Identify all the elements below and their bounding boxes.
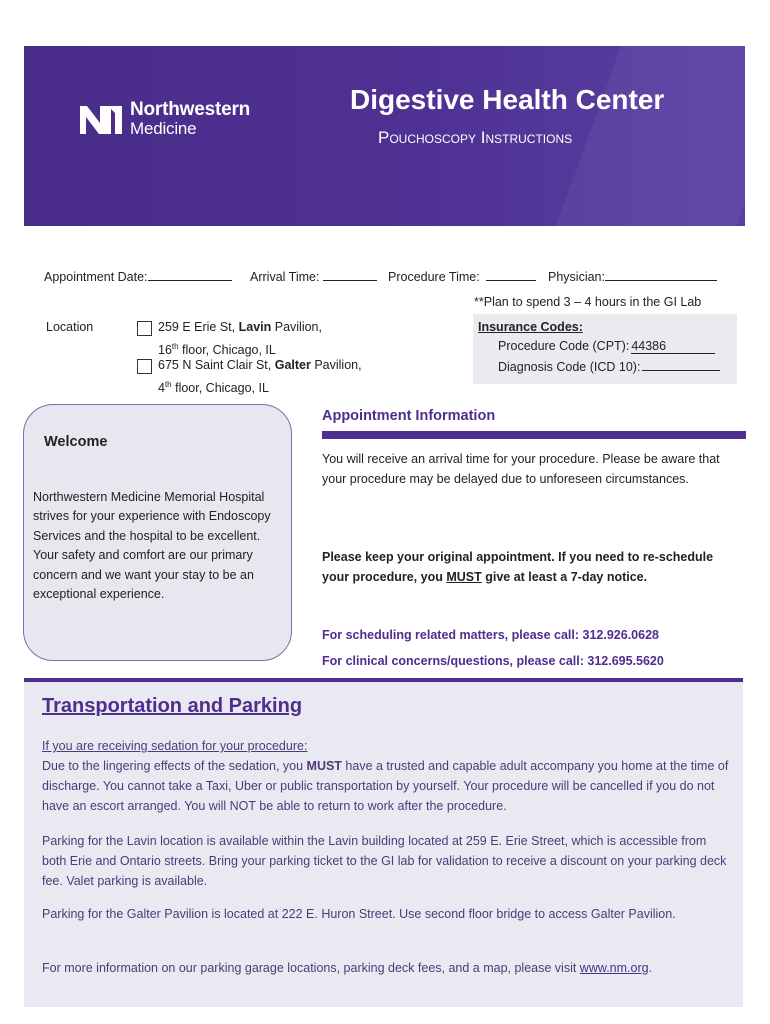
more-info-text xyxy=(42,958,732,978)
page-subtitle: Pouchoscopy Instructions xyxy=(378,128,573,147)
nm-website-link[interactable]: www.nm.org xyxy=(579,961,649,975)
galter-floor-suffix: th xyxy=(164,380,172,389)
lavin-floor-number: 16 xyxy=(158,343,172,358)
galter-checkbox[interactable] xyxy=(137,359,152,374)
procedure-time-blank[interactable] xyxy=(486,268,536,281)
physician-blank[interactable] xyxy=(605,268,717,281)
clinical-phone: For clinical concerns/questions, please call: 312.695.5620 xyxy=(322,654,664,668)
icd-label: Diagnosis Code (ICD 10): xyxy=(498,360,641,374)
more-info-suffix: . xyxy=(648,961,653,975)
lavin-street: 259 E Erie St, xyxy=(158,320,239,334)
transportation-title: Transportation and Parking xyxy=(42,695,303,717)
procedure-time-label: Procedure Time: xyxy=(388,270,480,284)
lavin-address xyxy=(158,318,322,360)
sedation-must: MUST xyxy=(306,759,342,773)
arrival-time-notice: You will receive an arrival time for your procedure. Please be aware that your procedure may be delayed due to unforeseen circumstances. xyxy=(322,452,720,486)
lavin-floor-city: floor, Chicago, IL xyxy=(178,343,276,358)
physician-field[interactable] xyxy=(548,268,717,284)
galter-street: 675 N Saint Clair St, xyxy=(158,358,275,372)
lavin-name: Lavin xyxy=(238,320,272,334)
physician-label: Physician: xyxy=(548,270,605,284)
galter-floor-number: 4 xyxy=(158,381,165,396)
more-info-prefix: For more information on our parking garage locations, parking deck fees, and a map, please visit xyxy=(42,961,580,975)
appointment-date-blank[interactable] xyxy=(148,268,232,281)
galter-name: Galter xyxy=(274,358,311,372)
page-title: Digestive Health Center xyxy=(350,84,665,115)
reschedule-text-end: give at least a 7-day notice. xyxy=(481,569,648,584)
procedure-time-field[interactable] xyxy=(388,268,536,284)
plan-note: **Plan to spend 3 – 4 hours in the GI Lab xyxy=(474,295,702,309)
cpt-label: Procedure Code (CPT): xyxy=(498,339,630,353)
arrival-time-blank[interactable] xyxy=(323,268,377,281)
reschedule-notice xyxy=(322,548,742,587)
appointment-date-field[interactable] xyxy=(44,268,232,284)
appointment-date-label: Appointment Date: xyxy=(44,270,148,284)
sedation-section xyxy=(42,736,732,816)
arrival-time-field[interactable] xyxy=(250,268,377,284)
galter-parking-info: Parking for the Galter Pavilion is located at 222 E. Huron Street. Use second floor bridge to access Galter Pavilion. xyxy=(42,907,676,921)
welcome-body: Northwestern Medicine Memorial Hospital strives for your experience with Endoscopy Services and the hospital to be excellent. Your safety and comfort are our primary concern and we want your stay to be an exceptional experience. xyxy=(33,490,271,602)
arrival-time-label: Arrival Time: xyxy=(250,270,320,284)
brand-name: Northwestern xyxy=(130,99,251,120)
galter-floor-city: floor, Chicago, IL xyxy=(171,381,269,396)
sedation-heading: If you are receiving sedation for your procedure: xyxy=(42,739,308,753)
reschedule-text: Please keep your original appointment. If you need to re-schedule your procedure, you xyxy=(322,550,714,584)
galter-address xyxy=(158,356,362,398)
northwestern-medicine-logo-icon xyxy=(78,103,124,135)
cpt-value-blank xyxy=(631,339,715,354)
appointment-info-title: Appointment Information xyxy=(322,408,496,424)
sedation-text: Due to the lingering effects of the sedation, you xyxy=(42,759,307,773)
scheduling-phone: For scheduling related matters, please call: 312.926.0628 xyxy=(322,628,659,642)
welcome-title: Welcome xyxy=(44,434,108,450)
icd-value-blank[interactable] xyxy=(642,358,720,371)
lavin-floor-suffix: th xyxy=(171,342,179,351)
cpt-value: 44386 xyxy=(631,339,667,353)
galter-pavilion: Pavilion, xyxy=(310,358,362,372)
icd-code-field[interactable] xyxy=(498,358,720,374)
insurance-codes-title: Insurance Codes: xyxy=(478,320,583,334)
sedation-text-end: have a trusted and capable adult accompany you home at the time of discharge. You cannot take a Taxi, Uber or public transportation by yourself. Your procedure will be cancelled if you do not have an escort arranged. You will NOT be able to return to work after the procedure. xyxy=(42,759,729,813)
lavin-pavilion: Pavilion, xyxy=(271,320,322,334)
cpt-code-field xyxy=(498,339,715,354)
location-label: Location xyxy=(46,320,94,334)
appointment-info-divider xyxy=(322,431,746,439)
brand-subname: Medicine xyxy=(130,119,197,138)
lavin-parking-info: Parking for the Lavin location is available within the Lavin building located at 259 E. Erie Street, which is accessible from both Erie and Ontario streets. Bring your parking ticket to the GI lab for validation to receive a discount on your parking deck fee. Valet parking is available. xyxy=(42,834,727,888)
lavin-checkbox[interactable] xyxy=(137,321,152,336)
reschedule-must: MUST xyxy=(446,569,482,584)
